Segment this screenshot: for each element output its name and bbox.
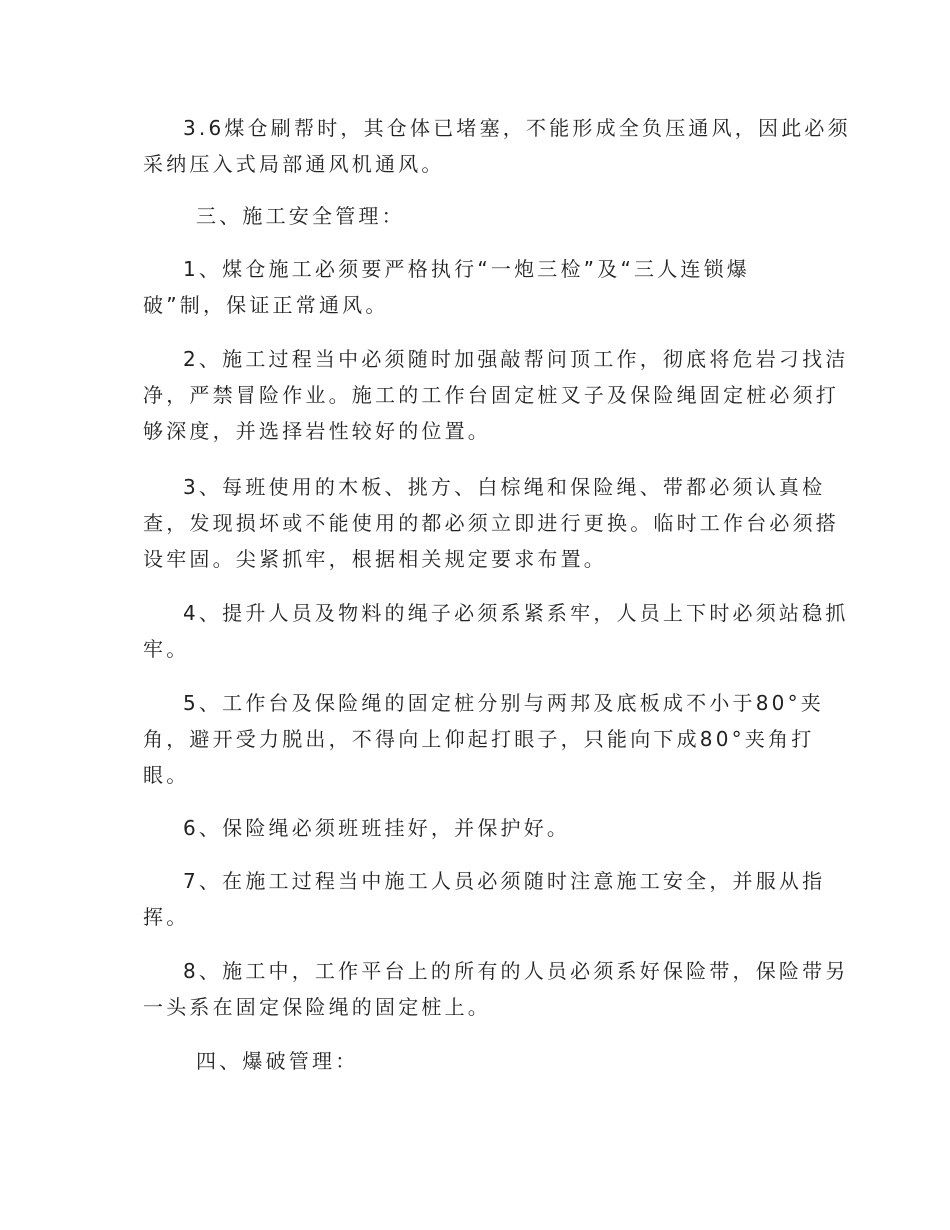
item-4-line-1: 4、提升人员及物料的绳子必须系紧系牢，人员上下时必须站稳抓 bbox=[183, 601, 849, 625]
paragraph-3-6-line-2: 采纳压入式局部通风机通风。 bbox=[143, 152, 445, 176]
item-1-line-1: 1、煤仓施工必须要严格执行“一炮三检”及“三人连锁爆 bbox=[183, 257, 751, 281]
item-1-line-2: 破”制，保证正常通风。 bbox=[143, 293, 389, 317]
item-3-line-1: 3、每班使用的木板、挑方、白棕绳和保险绳、带都必须认真检 bbox=[183, 475, 826, 499]
item-3-line-3: 设牢固。尖紧抓牢，根据相关规定要求布置。 bbox=[143, 547, 607, 571]
paragraph-3-6-line-1: 3.6煤仓刷帮时，其仓体已堵塞，不能形成全负压通风，因此必须 bbox=[183, 116, 851, 140]
item-5-line-2: 角，避开受力脱出，不得向上仰起打眼子，只能向下成80°夹角打 bbox=[143, 727, 815, 751]
item-2-line-1: 2、施工过程当中必须随时加强敲帮问顶工作，彻底将危岩刁找洁 bbox=[183, 347, 849, 371]
item-2-line-2: 净，严禁冒险作业。施工的工作台固定桩叉子及保险绳固定桩必须打 bbox=[143, 383, 839, 407]
item-7-line-2: 挥。 bbox=[143, 905, 190, 929]
item-5-line-3: 眼。 bbox=[143, 763, 190, 787]
item-5-line-1: 5、工作台及保险绳的固定桩分别与两邦及底板成不小于80°夹 bbox=[183, 691, 824, 715]
section-heading-safety-management: 三、施工安全管理： bbox=[196, 204, 405, 228]
item-6-line-1: 6、保险绳必须班班挂好，并保护好。 bbox=[183, 816, 571, 840]
item-4-line-2: 牢。 bbox=[143, 637, 190, 661]
item-7-line-1: 7、在施工过程当中施工人员必须随时注意施工安全，并服从指 bbox=[183, 869, 826, 893]
section-heading-blasting-management: 四、爆破管理： bbox=[196, 1049, 359, 1073]
item-2-line-3: 够深度，并选择岩性较好的位置。 bbox=[143, 419, 491, 443]
item-3-line-2: 查，发现损坏或不能使用的都必须立即进行更换。临时工作台必须搭 bbox=[143, 511, 839, 535]
item-8-line-2: 一头系在固定保险绳的固定桩上。 bbox=[143, 995, 491, 1019]
item-8-line-1: 8、施工中，工作平台上的所有的人员必须系好保险带，保险带另 bbox=[183, 959, 849, 983]
